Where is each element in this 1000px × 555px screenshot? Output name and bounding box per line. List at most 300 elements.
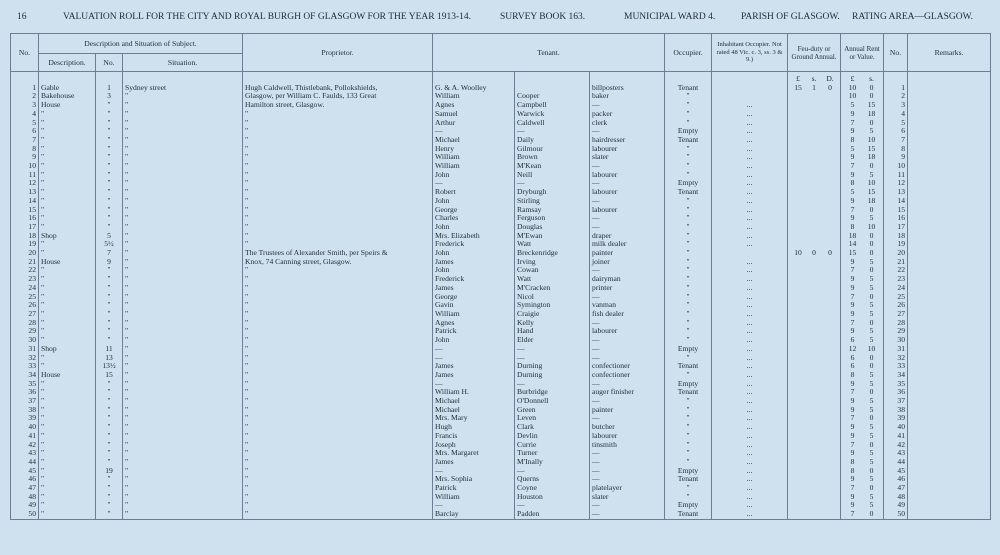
annual-shillings: 0 bbox=[869, 292, 874, 301]
row-proprietor: " bbox=[243, 110, 433, 119]
row-inhabitant bbox=[712, 92, 788, 101]
row-occupation: labourer bbox=[590, 327, 665, 336]
row-annual-value bbox=[841, 345, 884, 354]
row-occupier-status: " bbox=[665, 171, 712, 180]
row-remarks bbox=[908, 232, 991, 241]
row-occupier-status: " bbox=[665, 258, 712, 267]
annual-pounds: 9 bbox=[850, 283, 855, 292]
row-annual-value bbox=[841, 145, 884, 154]
row-number: 16 bbox=[11, 214, 39, 223]
row-remarks bbox=[908, 258, 991, 267]
row-annual-value bbox=[841, 432, 884, 441]
annual-pounds: 8 bbox=[850, 135, 855, 144]
row-number-right: 13 bbox=[884, 188, 908, 197]
annual-shillings: 0 bbox=[869, 266, 874, 275]
row-occupier-status: " bbox=[665, 458, 712, 467]
row-tenant-surname: Clark bbox=[515, 423, 590, 432]
row-street-number: 11 bbox=[96, 345, 123, 354]
row-annual-value bbox=[841, 441, 884, 450]
row-remarks bbox=[908, 501, 991, 510]
annual-shillings: 15 bbox=[867, 144, 876, 153]
units-cell bbox=[908, 72, 991, 84]
row-inhabitant: ... bbox=[712, 162, 788, 171]
feu-pounds: 15 bbox=[794, 83, 802, 92]
row-proprietor: " bbox=[243, 206, 433, 215]
annual-shillings: 15 bbox=[867, 188, 876, 197]
row-occupier-status: " bbox=[665, 484, 712, 493]
row-remarks bbox=[908, 197, 991, 206]
row-description: " bbox=[39, 293, 96, 302]
row-occupation: labourer bbox=[590, 188, 665, 197]
row-inhabitant: ... bbox=[712, 119, 788, 128]
annual-pounds: 12 bbox=[848, 344, 857, 353]
table-row bbox=[11, 127, 991, 136]
row-description: Shop bbox=[39, 345, 96, 354]
row-proprietor: " bbox=[243, 188, 433, 197]
table-row bbox=[11, 423, 991, 432]
row-annual-value bbox=[841, 240, 884, 249]
row-description: Bakehouse bbox=[39, 92, 96, 101]
row-proprietor: " bbox=[243, 458, 433, 467]
table-row bbox=[11, 493, 991, 502]
row-occupier-status: " bbox=[665, 441, 712, 450]
row-number: 5 bbox=[11, 119, 39, 128]
annual-shillings: 10 bbox=[867, 135, 876, 144]
row-number: 11 bbox=[11, 171, 39, 180]
annual-shillings: 5 bbox=[869, 492, 874, 501]
row-street-number: " bbox=[96, 136, 123, 145]
row-inhabitant: ... bbox=[712, 232, 788, 241]
row-number-right: 4 bbox=[884, 110, 908, 119]
row-street-number: " bbox=[96, 484, 123, 493]
row-annual-value bbox=[841, 188, 884, 197]
units-cell bbox=[712, 72, 788, 84]
row-number-right: 17 bbox=[884, 223, 908, 232]
row-occupation: vanman bbox=[590, 301, 665, 310]
col-proprietor: Proprietor. bbox=[243, 34, 433, 72]
row-street-number: " bbox=[96, 284, 123, 293]
row-proprietor: " bbox=[243, 362, 433, 371]
row-number-right: 30 bbox=[884, 336, 908, 345]
row-inhabitant: ... bbox=[712, 275, 788, 284]
units-cell bbox=[590, 72, 665, 84]
row-feuduty bbox=[788, 336, 841, 345]
row-street-number: " bbox=[96, 414, 123, 423]
row-occupation: labourer bbox=[590, 145, 665, 154]
annual-shillings: 18 bbox=[867, 196, 876, 205]
row-tenant-surname: Durning bbox=[515, 371, 590, 380]
row-street-number: " bbox=[96, 197, 123, 206]
row-feuduty bbox=[788, 345, 841, 354]
annual-pounds: 7 bbox=[850, 162, 855, 171]
annual-pounds: 9 bbox=[850, 449, 855, 458]
row-proprietor: " bbox=[243, 223, 433, 232]
row-situation: " bbox=[123, 136, 243, 145]
row-remarks bbox=[908, 493, 991, 502]
unit-pounds: £ bbox=[850, 74, 855, 83]
row-inhabitant: ... bbox=[712, 266, 788, 275]
row-number-right: 3 bbox=[884, 101, 908, 110]
units-cell bbox=[841, 72, 884, 84]
row-inhabitant: ... bbox=[712, 441, 788, 450]
col-situation: Situation. bbox=[123, 54, 243, 72]
row-remarks bbox=[908, 432, 991, 441]
row-annual-value bbox=[841, 275, 884, 284]
row-inhabitant: ... bbox=[712, 240, 788, 249]
row-description: " bbox=[39, 441, 96, 450]
table-row bbox=[11, 153, 991, 162]
annual-pounds: 5 bbox=[850, 144, 855, 153]
row-tenant-first: George bbox=[433, 206, 515, 215]
row-tenant-surname: Gilmour bbox=[515, 145, 590, 154]
row-occupier-status: " bbox=[665, 197, 712, 206]
table-row bbox=[11, 432, 991, 441]
row-annual-value bbox=[841, 171, 884, 180]
row-occupation: painter bbox=[590, 406, 665, 415]
row-situation: " bbox=[123, 293, 243, 302]
row-feuduty bbox=[788, 101, 841, 110]
row-inhabitant: ... bbox=[712, 371, 788, 380]
row-situation: " bbox=[123, 484, 243, 493]
row-feuduty bbox=[788, 371, 841, 380]
annual-shillings: 5 bbox=[869, 397, 874, 406]
annual-pounds: 5 bbox=[850, 188, 855, 197]
row-proprietor: Hugh Caldwell, Thistlebank, Pollokshields, bbox=[243, 84, 433, 93]
row-tenant-surname: Nicol bbox=[515, 293, 590, 302]
table-row bbox=[11, 197, 991, 206]
row-occupier-status: " bbox=[665, 301, 712, 310]
row-street-number: 9 bbox=[96, 258, 123, 267]
row-number: 9 bbox=[11, 153, 39, 162]
row-tenant-surname bbox=[515, 84, 590, 93]
table-row bbox=[11, 467, 991, 476]
units-row bbox=[11, 72, 991, 84]
row-tenant-first: John bbox=[433, 249, 515, 258]
row-tenant-surname: — bbox=[515, 354, 590, 363]
row-occupier-status: " bbox=[665, 327, 712, 336]
rating-area: RATING AREA—GLASGOW. bbox=[852, 12, 974, 22]
row-feuduty bbox=[788, 223, 841, 232]
row-annual-value bbox=[841, 110, 884, 119]
row-inhabitant: ... bbox=[712, 206, 788, 215]
annual-shillings: 5 bbox=[869, 127, 874, 136]
row-tenant-first: — bbox=[433, 127, 515, 136]
row-inhabitant: ... bbox=[712, 136, 788, 145]
row-occupation: — bbox=[590, 336, 665, 345]
row-number-right: 6 bbox=[884, 127, 908, 136]
row-tenant-first: Agnes bbox=[433, 101, 515, 110]
row-occupier-status: " bbox=[665, 249, 712, 258]
row-occupier-status: " bbox=[665, 223, 712, 232]
row-proprietor: " bbox=[243, 179, 433, 188]
row-situation: " bbox=[123, 275, 243, 284]
row-occupier-status: " bbox=[665, 101, 712, 110]
row-tenant-surname: O'Donnell bbox=[515, 397, 590, 406]
row-annual-value bbox=[841, 467, 884, 476]
row-tenant-first: Charles bbox=[433, 214, 515, 223]
row-tenant-first: James bbox=[433, 458, 515, 467]
row-description: " bbox=[39, 362, 96, 371]
page-header bbox=[0, 8, 1000, 26]
survey-book: SURVEY BOOK 163. bbox=[500, 12, 586, 22]
row-number: 47 bbox=[11, 484, 39, 493]
row-situation: " bbox=[123, 327, 243, 336]
row-number-right: 15 bbox=[884, 206, 908, 215]
row-occupation: — bbox=[590, 319, 665, 328]
row-feuduty bbox=[788, 179, 841, 188]
row-annual-value bbox=[841, 206, 884, 215]
row-occupier-status: " bbox=[665, 319, 712, 328]
row-remarks bbox=[908, 336, 991, 345]
row-description: " bbox=[39, 484, 96, 493]
row-proprietor: " bbox=[243, 293, 433, 302]
row-number: 10 bbox=[11, 162, 39, 171]
table-row bbox=[11, 266, 991, 275]
row-remarks bbox=[908, 467, 991, 476]
row-occupation: fish dealer bbox=[590, 310, 665, 319]
row-inhabitant: ... bbox=[712, 301, 788, 310]
annual-pounds: 9 bbox=[850, 405, 855, 414]
row-tenant-surname: Ferguson bbox=[515, 214, 590, 223]
annual-pounds: 9 bbox=[850, 327, 855, 336]
roll-body bbox=[11, 72, 991, 520]
row-tenant-first: G. & A. Woolley bbox=[433, 84, 515, 93]
row-remarks bbox=[908, 266, 991, 275]
row-feuduty bbox=[788, 414, 841, 423]
row-number: 18 bbox=[11, 232, 39, 241]
row-description: " bbox=[39, 223, 96, 232]
row-annual-value bbox=[841, 388, 884, 397]
annual-shillings: 0 bbox=[869, 362, 874, 371]
row-inhabitant: ... bbox=[712, 319, 788, 328]
col-subject: Description and Situation of Subject. bbox=[39, 34, 243, 54]
annual-pounds: 15 bbox=[848, 249, 857, 258]
row-street-number: 5½ bbox=[96, 240, 123, 249]
row-remarks bbox=[908, 214, 991, 223]
row-proprietor: " bbox=[243, 510, 433, 519]
row-occupier-status: " bbox=[665, 371, 712, 380]
row-situation: " bbox=[123, 249, 243, 258]
row-inhabitant: ... bbox=[712, 449, 788, 458]
table-row bbox=[11, 214, 991, 223]
row-street-number: " bbox=[96, 310, 123, 319]
row-tenant-surname: Leven bbox=[515, 414, 590, 423]
table-row bbox=[11, 110, 991, 119]
row-remarks bbox=[908, 275, 991, 284]
row-annual-value bbox=[841, 475, 884, 484]
row-number: 2 bbox=[11, 92, 39, 101]
row-number: 31 bbox=[11, 345, 39, 354]
row-proprietor: " bbox=[243, 266, 433, 275]
row-number-right: 38 bbox=[884, 406, 908, 415]
row-proprietor: " bbox=[243, 371, 433, 380]
row-situation: " bbox=[123, 336, 243, 345]
row-occupation: — bbox=[590, 414, 665, 423]
row-proprietor: The Trustees of Alexander Smith, per Speirs & bbox=[243, 249, 433, 258]
row-street-number: " bbox=[96, 223, 123, 232]
row-annual-value bbox=[841, 380, 884, 389]
row-feuduty bbox=[788, 110, 841, 119]
col-annual: Annual Rent or Value. bbox=[841, 34, 884, 72]
row-annual-value bbox=[841, 197, 884, 206]
units-cell bbox=[884, 72, 908, 84]
row-proprietor: " bbox=[243, 493, 433, 502]
row-description: " bbox=[39, 171, 96, 180]
row-occupier-status: Tenant bbox=[665, 510, 712, 519]
row-situation: " bbox=[123, 345, 243, 354]
row-occupier-status: " bbox=[665, 206, 712, 215]
row-description: " bbox=[39, 275, 96, 284]
annual-pounds: 7 bbox=[850, 440, 855, 449]
row-number-right: 2 bbox=[884, 92, 908, 101]
row-number-right: 36 bbox=[884, 388, 908, 397]
row-remarks bbox=[908, 223, 991, 232]
annual-shillings: 0 bbox=[869, 118, 874, 127]
row-number: 21 bbox=[11, 258, 39, 267]
row-annual-value bbox=[841, 301, 884, 310]
row-street-number: " bbox=[96, 293, 123, 302]
col-inhabitant: Inhabitant Occupier. Not rated 48 Vic. c. 3, ss. 3 & 9.) bbox=[712, 34, 788, 72]
annual-pounds: 9 bbox=[850, 423, 855, 432]
row-description: " bbox=[39, 388, 96, 397]
row-remarks bbox=[908, 345, 991, 354]
row-description: " bbox=[39, 414, 96, 423]
row-occupation: — bbox=[590, 179, 665, 188]
row-inhabitant: ... bbox=[712, 345, 788, 354]
row-tenant-surname: M'Kean bbox=[515, 162, 590, 171]
row-situation: " bbox=[123, 501, 243, 510]
row-number: 13 bbox=[11, 188, 39, 197]
row-number: 40 bbox=[11, 423, 39, 432]
row-number: 14 bbox=[11, 197, 39, 206]
row-tenant-surname: Devlin bbox=[515, 432, 590, 441]
row-occupier-status: " bbox=[665, 449, 712, 458]
row-annual-value bbox=[841, 127, 884, 136]
row-number: 26 bbox=[11, 301, 39, 310]
row-annual-value bbox=[841, 354, 884, 363]
row-tenant-first: — bbox=[433, 380, 515, 389]
row-tenant-first: William bbox=[433, 92, 515, 101]
row-occupation: printer bbox=[590, 284, 665, 293]
annual-shillings: 0 bbox=[869, 353, 874, 362]
row-number: 20 bbox=[11, 249, 39, 258]
row-proprietor: " bbox=[243, 484, 433, 493]
table-row bbox=[11, 397, 991, 406]
row-inhabitant: ... bbox=[712, 223, 788, 232]
row-tenant-first: — bbox=[433, 467, 515, 476]
parish: PARISH OF GLASGOW. bbox=[741, 12, 840, 22]
table-row bbox=[11, 406, 991, 415]
row-inhabitant: ... bbox=[712, 493, 788, 502]
row-number: 23 bbox=[11, 275, 39, 284]
row-feuduty bbox=[788, 119, 841, 128]
row-tenant-surname: Craigie bbox=[515, 310, 590, 319]
row-occupation: auger finisher bbox=[590, 388, 665, 397]
annual-pounds: 9 bbox=[850, 431, 855, 440]
row-street-number: " bbox=[96, 319, 123, 328]
row-number: 1 bbox=[11, 84, 39, 93]
row-tenant-first: William bbox=[433, 153, 515, 162]
annual-pounds: 8 bbox=[850, 457, 855, 466]
annual-shillings: 5 bbox=[869, 370, 874, 379]
row-number-right: 42 bbox=[884, 441, 908, 450]
row-occupation: platelayer bbox=[590, 484, 665, 493]
annual-shillings: 18 bbox=[867, 153, 876, 162]
row-street-number: " bbox=[96, 171, 123, 180]
row-annual-value bbox=[841, 266, 884, 275]
row-inhabitant: ... bbox=[712, 110, 788, 119]
row-tenant-first: William bbox=[433, 493, 515, 502]
row-inhabitant: ... bbox=[712, 171, 788, 180]
row-description: " bbox=[39, 336, 96, 345]
row-feuduty bbox=[788, 188, 841, 197]
row-number-right: 32 bbox=[884, 354, 908, 363]
row-tenant-first: Patrick bbox=[433, 327, 515, 336]
annual-shillings: 0 bbox=[869, 231, 874, 240]
row-annual-value bbox=[841, 162, 884, 171]
row-situation: " bbox=[123, 388, 243, 397]
row-number-right: 16 bbox=[884, 214, 908, 223]
units-cell bbox=[788, 72, 841, 84]
municipal-ward: MUNICIPAL WARD 4. bbox=[624, 12, 716, 22]
feu-pence: 0 bbox=[828, 83, 832, 92]
table-row bbox=[11, 240, 991, 249]
row-tenant-first: John bbox=[433, 266, 515, 275]
row-occupier-status: Tenant bbox=[665, 84, 712, 93]
row-inhabitant: ... bbox=[712, 327, 788, 336]
row-tenant-first: Mrs. Mary bbox=[433, 414, 515, 423]
row-number: 29 bbox=[11, 327, 39, 336]
row-number-right: 39 bbox=[884, 414, 908, 423]
row-inhabitant: ... bbox=[712, 484, 788, 493]
row-situation: " bbox=[123, 171, 243, 180]
annual-shillings: 0 bbox=[869, 414, 874, 423]
table-row bbox=[11, 223, 991, 232]
annual-pounds: 9 bbox=[850, 301, 855, 310]
row-number-right: 23 bbox=[884, 275, 908, 284]
row-occupier-status: " bbox=[665, 293, 712, 302]
row-description: " bbox=[39, 406, 96, 415]
row-number: 7 bbox=[11, 136, 39, 145]
annual-pounds: 9 bbox=[850, 257, 855, 266]
annual-pounds: 8 bbox=[850, 222, 855, 231]
row-number-right: 9 bbox=[884, 153, 908, 162]
row-situation: " bbox=[123, 458, 243, 467]
row-occupier-status: " bbox=[665, 119, 712, 128]
row-street-number: " bbox=[96, 301, 123, 310]
row-feuduty bbox=[788, 266, 841, 275]
table-row bbox=[11, 510, 991, 519]
table-row bbox=[11, 293, 991, 302]
row-tenant-surname: Symington bbox=[515, 301, 590, 310]
row-number: 39 bbox=[11, 414, 39, 423]
table-row bbox=[11, 310, 991, 319]
annual-pounds: 6 bbox=[850, 336, 855, 345]
row-remarks bbox=[908, 380, 991, 389]
annual-shillings: 0 bbox=[869, 83, 874, 92]
row-feuduty bbox=[788, 406, 841, 415]
row-situation: " bbox=[123, 258, 243, 267]
row-remarks bbox=[908, 406, 991, 415]
row-occupier-status: " bbox=[665, 432, 712, 441]
annual-pounds: 9 bbox=[850, 127, 855, 136]
row-annual-value bbox=[841, 501, 884, 510]
row-number: 48 bbox=[11, 493, 39, 502]
row-inhabitant: ... bbox=[712, 501, 788, 510]
row-feuduty bbox=[788, 501, 841, 510]
row-situation: " bbox=[123, 110, 243, 119]
row-description: " bbox=[39, 188, 96, 197]
